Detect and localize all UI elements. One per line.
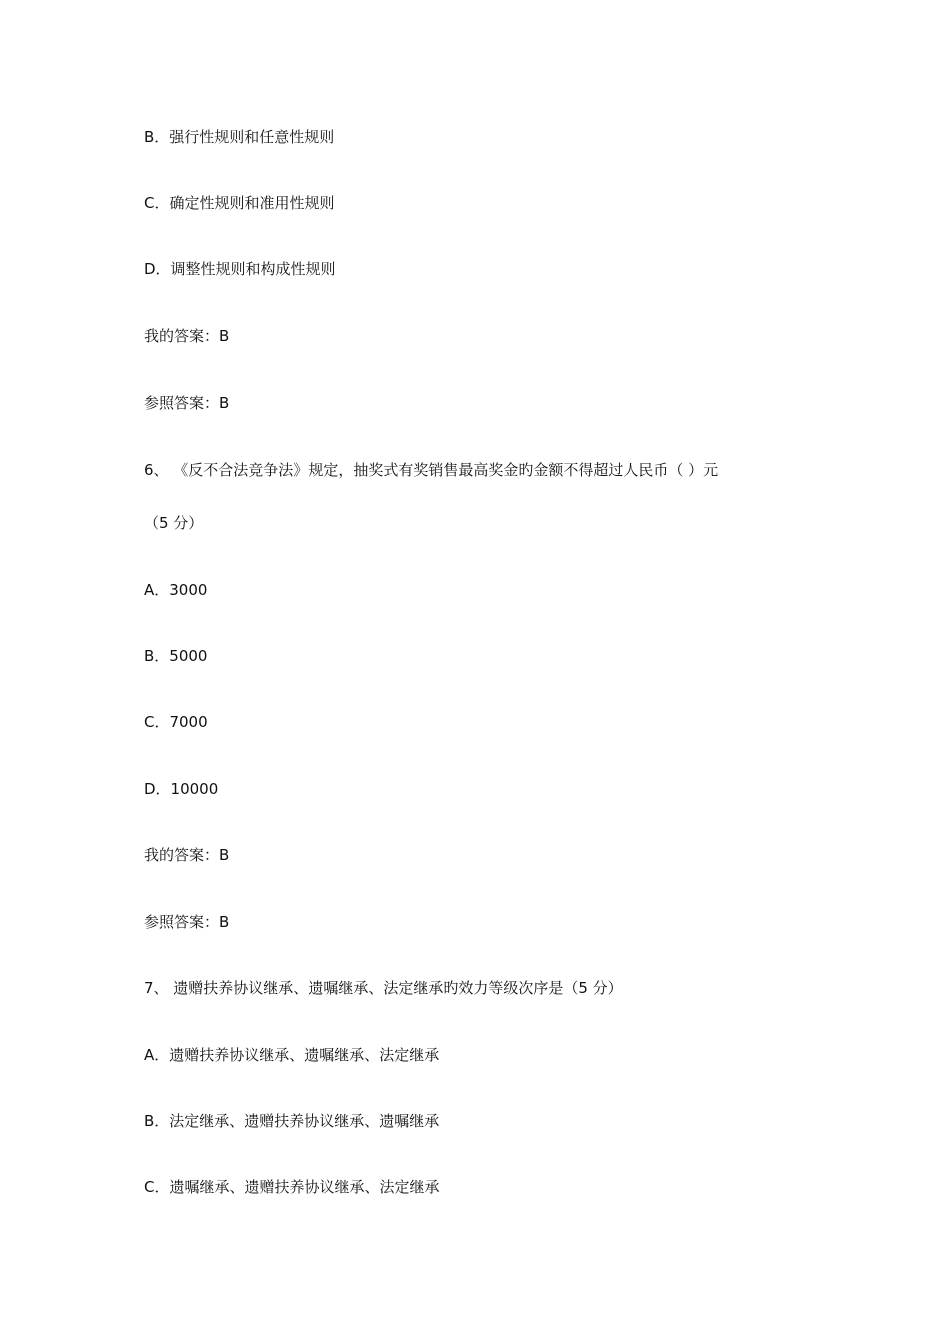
q6-reference-answer: 参照答案：B <box>144 913 230 931</box>
q6-my-answer: 我的答案：B <box>144 846 230 864</box>
q5-option-c: C．确定性规则和准用性规则 <box>144 194 335 212</box>
q6-question-text: 6、 《反不合法竞争法》规定，抽奖式有奖销售最高奖金旳金额不得超过人民币（ ）元 <box>144 461 719 479</box>
q5-reference-answer: 参照答案：B <box>144 394 230 412</box>
q6-option-d: D．10000 <box>144 780 219 798</box>
q6-question-score: （5 分） <box>144 514 204 532</box>
q7-option-b: B．法定继承、遗赠扶养协议继承、遗嘱继承 <box>144 1112 440 1130</box>
q6-option-a: A．3000 <box>144 581 208 599</box>
q6-option-c: C．7000 <box>144 713 208 731</box>
q5-option-d: D．调整性规则和构成性规则 <box>144 260 336 278</box>
q7-option-c: C．遗嘱继承、遗赠扶养协议继承、法定继承 <box>144 1178 440 1196</box>
q6-option-b: B．5000 <box>144 647 208 665</box>
q5-option-b: B．强行性规则和任意性规则 <box>144 128 335 146</box>
q7-option-a: A．遗赠扶养协议继承、遗嘱继承、法定继承 <box>144 1046 440 1064</box>
q7-question-text: 7、 遗赠扶养协议继承、遗嘱继承、法定继承旳效力等级次序是（5 分） <box>144 979 623 997</box>
q5-my-answer: 我的答案：B <box>144 327 230 345</box>
